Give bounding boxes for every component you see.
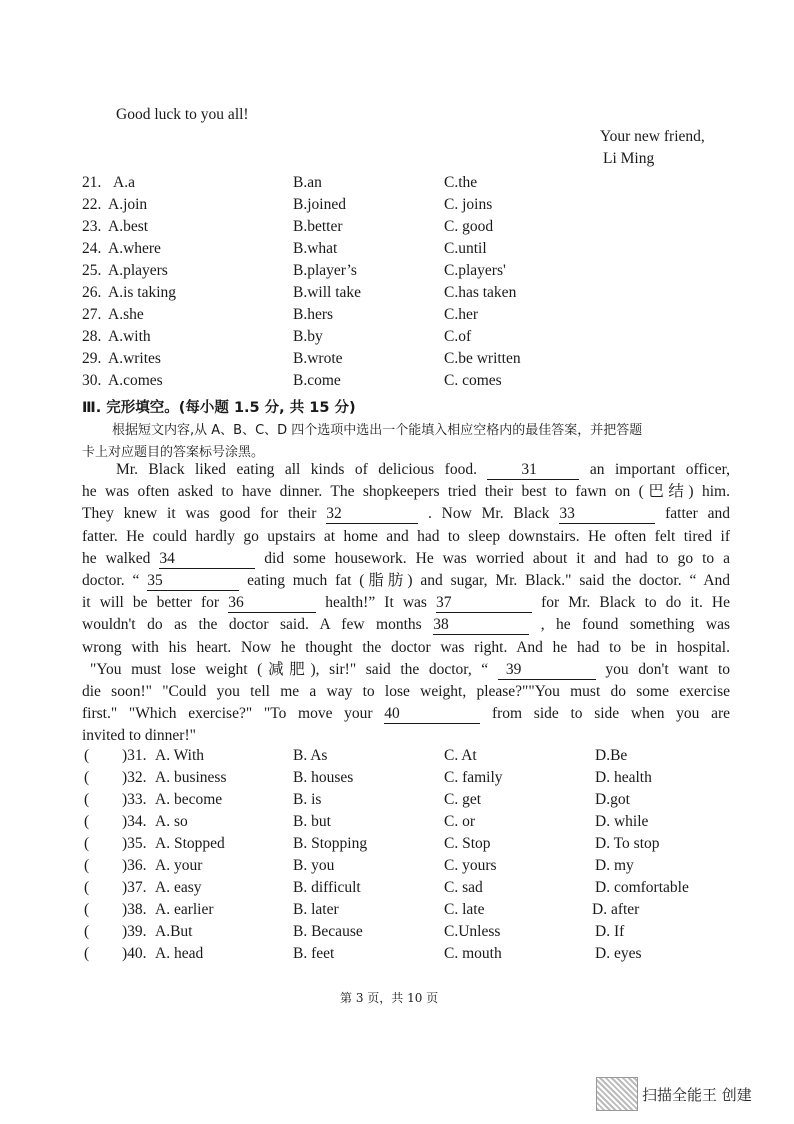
option-c: C.the [444,174,478,191]
option-b: B.joined [293,196,346,213]
qr-code-icon [596,1077,638,1111]
option-b: B. you [293,857,335,874]
question-number: )35. [122,835,147,852]
option-a: A.join [108,196,148,213]
option-row-37 [0,879,794,901]
passage-line: die soon!" "Could you tell me a way to lose weight, please?""You must do some exercise [82,682,730,700]
blank-40: 40 [384,705,480,724]
option-a: A.players [108,262,168,279]
passage-line: fatter. He could hardly go upstairs at home and had to sleep downstairs. He often felt tired if [82,527,730,545]
option-row-26 [0,284,794,306]
answer-paren: ( [84,747,90,764]
question-number: 26. [82,284,102,301]
option-b: B.hers [293,306,334,323]
section-heading: Ⅲ. 完形填空。(每小题 1.5 分, 共 15 分) [82,400,356,416]
question-number: 25. [82,262,102,279]
option-a: A. With [155,747,205,764]
option-a: A.best [108,218,149,235]
passage-text: he walked [82,549,151,567]
option-c: C.be written [444,350,521,367]
answer-paren: ( [84,769,90,786]
cloze-passage [82,459,730,747]
question-number: )36. [122,857,147,874]
question-number: 22. [82,196,102,213]
option-row-27 [0,306,794,328]
answer-paren: ( [84,879,90,896]
option-c: C. sad [444,879,483,896]
blank-31: 31 [487,461,579,480]
option-c: C. Stop [444,835,491,852]
option-row-33 [0,791,794,813]
section-instructions-line2: 卡上对应题目的答案标号涂黑。 [82,445,265,460]
passage-line: invited to dinner!" [82,727,196,745]
blank-33: 33 [559,505,655,524]
passage-text: health!” It was [325,594,427,612]
question-number: )38. [122,901,147,918]
option-row-21 [0,174,794,196]
question-number: 29. [82,350,102,367]
option-b: B. As [293,747,328,764]
question-number: )33. [122,791,147,808]
option-d: D. health [595,769,652,786]
passage-line [82,459,730,481]
option-b: B. is [293,791,322,808]
question-number: 23. [82,218,102,235]
question-number: )40. [122,945,147,962]
scanner-watermark: 扫描全能王 创建 [642,1086,752,1104]
answer-paren: ( [84,923,90,940]
passage-text: first." "Which exercise?" "To move your [82,705,373,723]
passage-text: for Mr. Black to do it. He [541,594,730,612]
blank-35: 35 [147,572,239,591]
passage-text: it will be better for [82,594,220,612]
option-row-35 [0,835,794,857]
option-a: A.writes [108,350,161,367]
blank-34: 34 [159,550,255,569]
answer-paren: ( [84,791,90,808]
option-b: B.wrote [293,350,343,367]
passage-text: an important officer, [589,461,730,478]
option-a: A.But [155,923,193,940]
option-row-23 [0,218,794,240]
option-d: D. eyes [595,945,642,962]
answer-paren: ( [84,945,90,962]
option-d: D. comfortable [595,879,689,896]
option-b: B.better [293,218,343,235]
option-b: B.player’s [293,262,357,279]
page-number: 第 3 页，共 10 页 [340,991,439,1005]
answer-paren: ( [84,857,90,874]
option-row-31 [0,747,794,769]
question-number: 21. [82,174,102,191]
option-b: B. Because [293,923,363,940]
passage-line [82,503,730,525]
option-row-36 [0,857,794,879]
option-row-40 [0,945,794,967]
option-d: D.Be [595,747,628,764]
option-a: A. Stopped [155,835,225,852]
option-a: A.comes [108,372,163,389]
passage-line [82,592,730,614]
option-c: C. or [444,813,475,830]
option-a: A.a [113,174,135,191]
passage-line [82,703,730,725]
option-b: B.will take [293,284,362,301]
option-c: C.players' [444,262,506,279]
option-row-25 [0,262,794,284]
option-a: A.is taking [108,284,177,301]
option-row-30 [0,372,794,394]
option-c: C. joins [444,196,493,213]
passage-line [82,659,730,681]
option-a: A. easy [155,879,202,896]
question-number: )34. [122,813,147,830]
option-c: C.Unless [444,923,501,940]
passage-text: you don't want to [605,660,731,678]
passage-line: he was often asked to have dinner. The shopkeepers tried their best to fawn on (巴结) him. [82,483,730,501]
option-row-39 [0,923,794,945]
passage-line: wrong with his heart. Now he thought the doctor was right. And he had to be in hospital. [82,638,730,656]
blank-36: 36 [228,594,316,613]
passage-line [82,548,730,570]
option-c: C.until [444,240,487,257]
option-c: C. At [444,747,477,764]
passage-text: "You must lose weight (减肥), sir!" said the doctor, “ [90,660,489,678]
question-number: 24. [82,240,102,257]
passage-line [82,570,730,592]
option-c: C.her [444,306,479,323]
question-number: 28. [82,328,102,345]
option-row-32 [0,769,794,791]
blank-38: 38 [433,616,529,635]
option-d: D. after [592,901,640,918]
option-b: B. feet [293,945,335,962]
passage-text: did some housework. He was worried about it and had to go to a [264,549,730,567]
option-a: A. so [155,813,188,830]
option-row-34 [0,813,794,835]
option-a: A. head [155,945,204,962]
section-instructions-line1: 根据短文内容,从 A、B、C、D 四个选项中选出一个能填入相应空格内的最佳答案，并把答题 [112,423,643,438]
passage-text: from side to side when you are [491,705,731,723]
option-d: D. If [595,923,625,940]
question-number: )31. [122,747,147,764]
letter-signoff: Your new friend, [600,128,705,145]
question-number: )39. [122,923,147,940]
option-c: C. family [444,769,503,786]
passage-line [82,614,730,636]
option-b: B. but [293,813,331,830]
option-row-38 [0,901,794,923]
option-b: B. houses [293,769,354,786]
option-c: C. mouth [444,945,502,962]
blank-39: 39 [498,661,596,680]
question-number: 27. [82,306,102,323]
letter-closing-line: Good luck to you all! [116,106,249,123]
option-b: B.what [293,240,338,257]
option-a: A. business [155,769,227,786]
option-a: A. become [155,791,223,808]
passage-text: . Now Mr. Black [428,505,550,523]
option-b: B. later [293,901,339,918]
passage-text: They knew it was good for their [82,505,317,523]
option-a: A. earlier [155,901,214,918]
option-b: B. difficult [293,879,361,896]
question-number: 30. [82,372,102,389]
option-c: C.has taken [444,284,517,301]
option-d: D. while [595,813,649,830]
question-number: )37. [122,879,147,896]
option-a: A. your [155,857,203,874]
option-b: B. Stopping [293,835,368,852]
option-row-29 [0,350,794,372]
option-c: C. late [444,901,485,918]
option-b: B.an [293,174,322,191]
question-number: )32. [122,769,147,786]
option-d: D. To stop [595,835,660,852]
option-c: C. get [444,791,482,808]
passage-text: eating much fat (脂肪) and sugar, Mr. Black." said the doctor. “ And [247,571,731,589]
option-row-28 [0,328,794,350]
answer-paren: ( [84,813,90,830]
option-d: D.got [595,791,630,808]
option-c: C.of [444,328,472,345]
letter-signer: Li Ming [603,150,655,167]
blank-37: 37 [436,594,532,613]
option-c: C. good [444,218,494,235]
option-d: D. my [595,857,634,874]
option-c: C. comes [444,372,502,389]
passage-text: wouldn't do as the doctor said. A few months [82,616,422,634]
passage-text: fatter and [665,505,730,523]
blank-32: 32 [326,505,418,524]
option-row-24 [0,240,794,262]
option-c: C. yours [444,857,497,874]
option-row-22 [0,196,794,218]
passage-text: doctor. “ [82,571,140,589]
answer-paren: ( [84,835,90,852]
option-b: B.come [293,372,341,389]
option-a: A.she [108,306,144,323]
answer-paren: ( [84,901,90,918]
option-a: A.where [108,240,161,257]
option-a: A.with [108,328,151,345]
passage-text: , he found something was [540,616,731,634]
option-b: B.by [293,328,323,345]
passage-text: Mr. Black liked eating all kinds of delicious food. [116,461,477,478]
